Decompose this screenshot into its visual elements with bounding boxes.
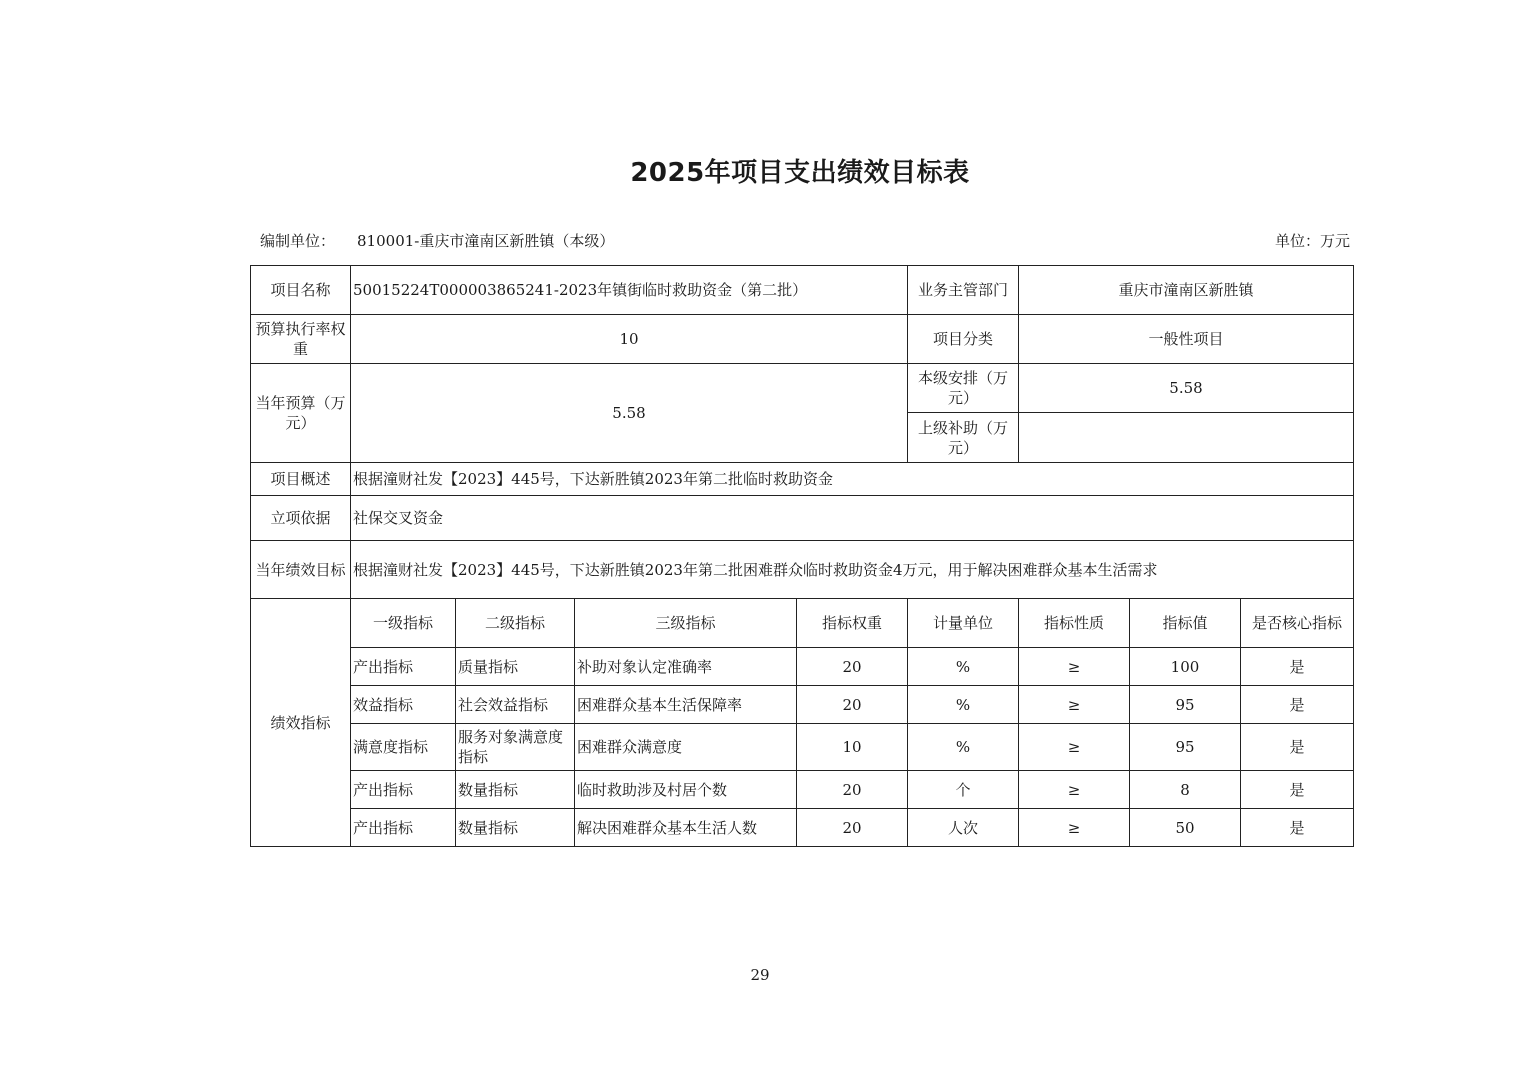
weight-cell: 20 <box>797 686 908 724</box>
weight-label: 预算执行率权重 <box>251 315 351 364</box>
nature-cell: ≥ <box>1019 686 1130 724</box>
goal-label: 当年绩效目标 <box>251 541 351 599</box>
overview-value: 根据潼财社发【2023】445号，下达新胜镇2023年第二批临时救助资金 <box>351 463 1354 496</box>
unit-cell: 个 <box>908 771 1019 809</box>
indicator-header: 计量单位 <box>908 599 1019 648</box>
level3-cell: 困难群众满意度 <box>575 724 797 771</box>
weight-cell: 20 <box>797 771 908 809</box>
level1-cell: 产出指标 <box>351 809 456 847</box>
level1-cell: 产出指标 <box>351 771 456 809</box>
overview-row <box>251 463 1354 496</box>
level2-cell: 服务对象满意度指标 <box>456 724 575 771</box>
project-name-label: 项目名称 <box>251 266 351 315</box>
indicator-header: 三级指标 <box>575 599 797 648</box>
org-info <box>260 230 614 251</box>
indicator-header-row <box>251 599 1354 648</box>
value-cell: 8 <box>1130 771 1241 809</box>
goal-value: 根据潼财社发【2023】445号，下达新胜镇2023年第二批困难群众临时救助资金4万元，用于解决困难群众基本生活需求 <box>351 541 1354 599</box>
level2-cell: 数量指标 <box>456 809 575 847</box>
level2-cell: 社会效益指标 <box>456 686 575 724</box>
unit-cell: % <box>908 724 1019 771</box>
dept-label: 业务主管部门 <box>908 266 1019 315</box>
nature-cell: ≥ <box>1019 724 1130 771</box>
indicators-section-label: 绩效指标 <box>251 599 351 847</box>
weight-cell: 10 <box>797 724 908 771</box>
indicator-header: 指标值 <box>1130 599 1241 648</box>
value-cell: 95 <box>1130 686 1241 724</box>
local-budget-label: 本级安排（万元） <box>908 364 1019 413</box>
indicator-header: 指标性质 <box>1019 599 1130 648</box>
basis-row <box>251 496 1354 541</box>
local-budget-value: 5.58 <box>1019 364 1354 413</box>
basis-label: 立项依据 <box>251 496 351 541</box>
value-cell: 50 <box>1130 809 1241 847</box>
budget-value: 5.58 <box>351 364 908 463</box>
basis-value: 社保交叉资金 <box>351 496 1354 541</box>
weight-value: 10 <box>351 315 908 364</box>
level3-cell: 临时救助涉及村居个数 <box>575 771 797 809</box>
page-title: 2025年项目支出绩效目标表 <box>630 158 970 188</box>
org-label: 编制单位： <box>260 232 336 250</box>
page-number: 29 <box>750 966 770 984</box>
unit-cell: % <box>908 686 1019 724</box>
weight-cell: 20 <box>797 809 908 847</box>
goal-row <box>251 541 1354 599</box>
level1-cell: 效益指标 <box>351 686 456 724</box>
core-cell: 是 <box>1241 809 1354 847</box>
unit-label: 单位：万元 <box>1274 232 1350 250</box>
performance-table <box>250 265 1354 847</box>
level1-cell: 产出指标 <box>351 648 456 686</box>
indicator-header: 指标权重 <box>797 599 908 648</box>
overview-label: 项目概述 <box>251 463 351 496</box>
indicator-row <box>251 686 1354 724</box>
nature-cell: ≥ <box>1019 771 1130 809</box>
unit-cell: 人次 <box>908 809 1019 847</box>
value-cell: 100 <box>1130 648 1241 686</box>
value-cell: 95 <box>1130 724 1241 771</box>
core-cell: 是 <box>1241 724 1354 771</box>
upper-budget-value <box>1019 413 1354 463</box>
indicator-header: 是否核心指标 <box>1241 599 1354 648</box>
org-value: 810001-重庆市潼南区新胜镇（本级） <box>357 232 615 250</box>
project-name-value: 50015224T000003865241-2023年镇街临时救助资金（第二批） <box>351 266 908 315</box>
level3-cell: 解决困难群众基本生活人数 <box>575 809 797 847</box>
level1-cell: 满意度指标 <box>351 724 456 771</box>
unit-cell: % <box>908 648 1019 686</box>
indicator-header: 二级指标 <box>456 599 575 648</box>
core-cell: 是 <box>1241 686 1354 724</box>
weight-row <box>251 315 1354 364</box>
level2-cell: 数量指标 <box>456 771 575 809</box>
core-cell: 是 <box>1241 648 1354 686</box>
indicator-row <box>251 648 1354 686</box>
nature-cell: ≥ <box>1019 648 1130 686</box>
budget-label: 当年预算（万元） <box>251 364 351 463</box>
indicator-row <box>251 809 1354 847</box>
project-name-row <box>251 266 1354 315</box>
level3-cell: 补助对象认定准确率 <box>575 648 797 686</box>
category-value: 一般性项目 <box>1019 315 1354 364</box>
upper-budget-label: 上级补助（万元） <box>908 413 1019 463</box>
nature-cell: ≥ <box>1019 809 1130 847</box>
category-label: 项目分类 <box>908 315 1019 364</box>
level3-cell: 困难群众基本生活保障率 <box>575 686 797 724</box>
weight-cell: 20 <box>797 648 908 686</box>
budget-row <box>251 364 1354 413</box>
indicator-row <box>251 771 1354 809</box>
indicator-header: 一级指标 <box>351 599 456 648</box>
level2-cell: 质量指标 <box>456 648 575 686</box>
core-cell: 是 <box>1241 771 1354 809</box>
dept-value: 重庆市潼南区新胜镇 <box>1019 266 1354 315</box>
indicator-row <box>251 724 1354 771</box>
